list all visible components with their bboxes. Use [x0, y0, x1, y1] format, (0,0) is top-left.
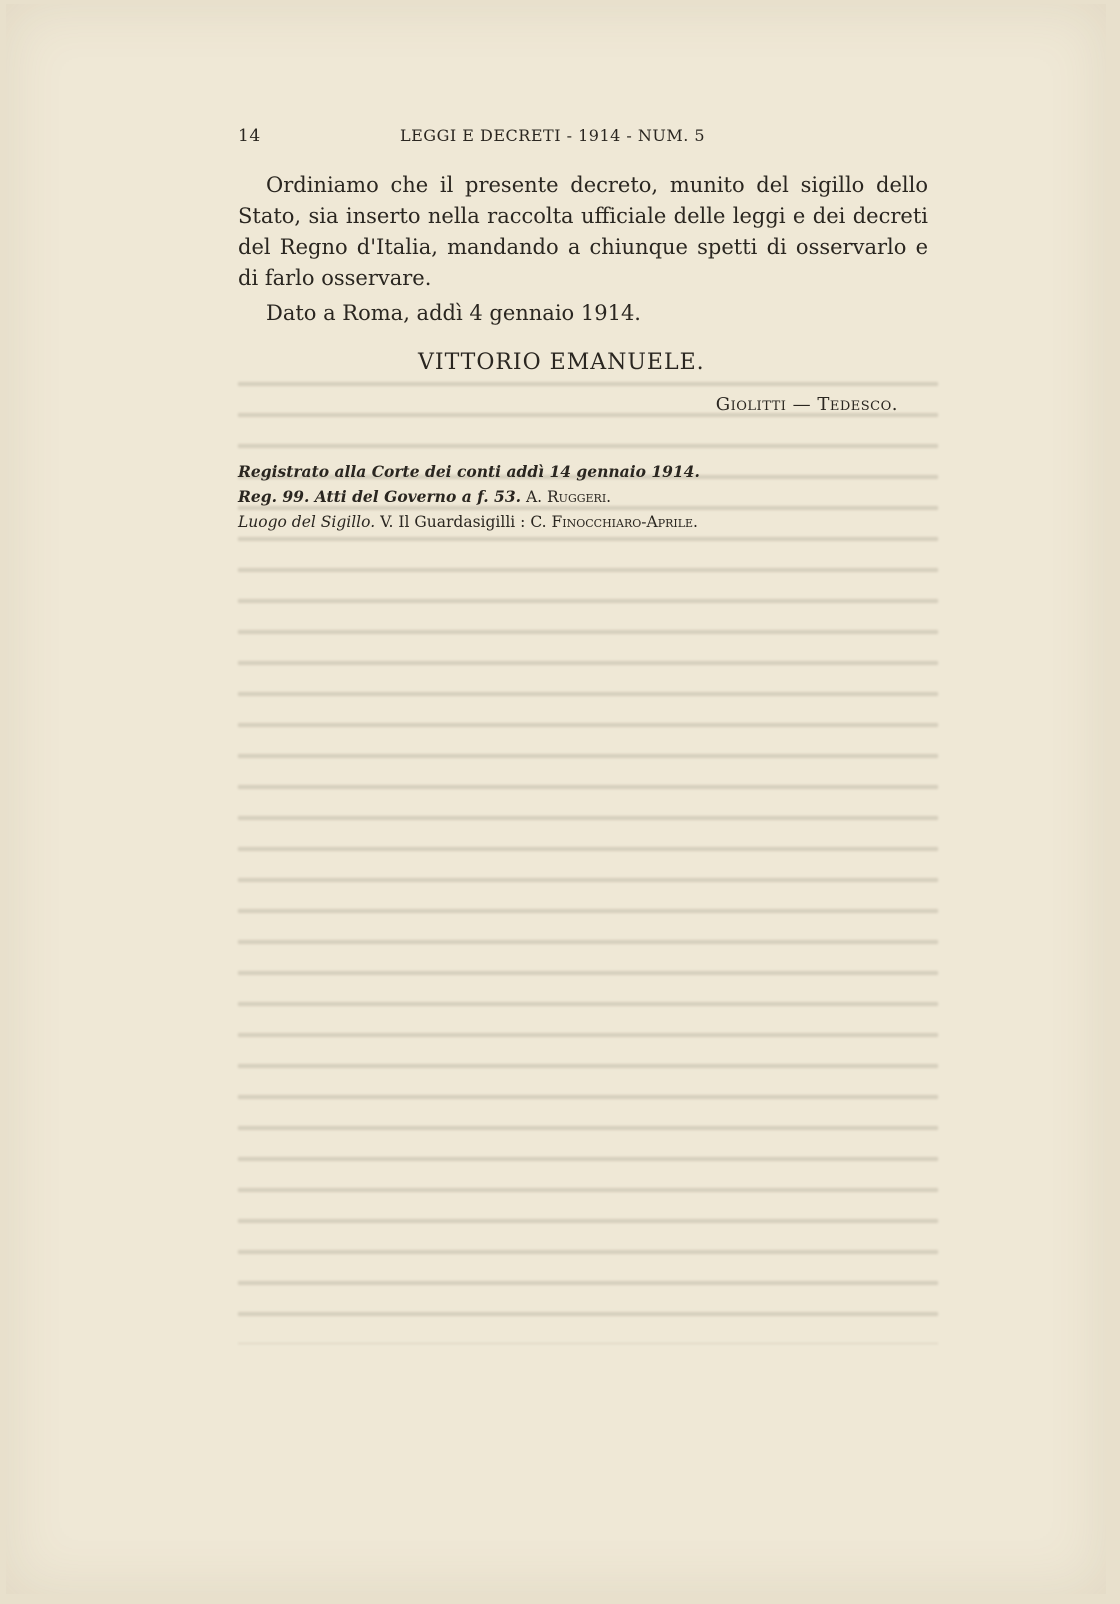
seal-place: Luogo del Sigillo. [238, 513, 376, 531]
ministers-signatures: Giolitti — Tedesco. [715, 394, 898, 415]
keeper-of-seals: V. Il Guardasigilli : C. [380, 513, 547, 531]
registration-notes [238, 459, 878, 535]
keeper-name: Finocchiaro-Aprile. [551, 513, 698, 531]
sovereign-signature: VITTORIO EMANUELE. [418, 350, 705, 375]
registrar-name: A. Ruggeri. [525, 488, 612, 506]
registration-line: Registrato alla Corte dei conti addì 14 gennaio 1914. [238, 462, 700, 481]
page-number: 14 [238, 126, 261, 146]
document-page [6, 4, 1106, 1594]
register-line [238, 484, 878, 510]
decree-body [238, 170, 928, 329]
decree-paragraph: Ordiniamo che il presente decreto, munito del sigillo dello Stato, sia inserto nella raccolta ufficiale delle leggi e dei decreti del Regno d'Italia, mandando a chiunque spetti di osservarlo e di farlo osservare. [238, 173, 928, 290]
running-title: LEGGI E DECRETI - 1914 - NUM. 5 [400, 126, 706, 145]
date-paragraph: Dato a Roma, addì 4 gennaio 1914. [266, 301, 641, 325]
seal-line [238, 510, 878, 535]
register-reference: Reg. 99. Atti del Governo a f. 53. [238, 487, 522, 506]
